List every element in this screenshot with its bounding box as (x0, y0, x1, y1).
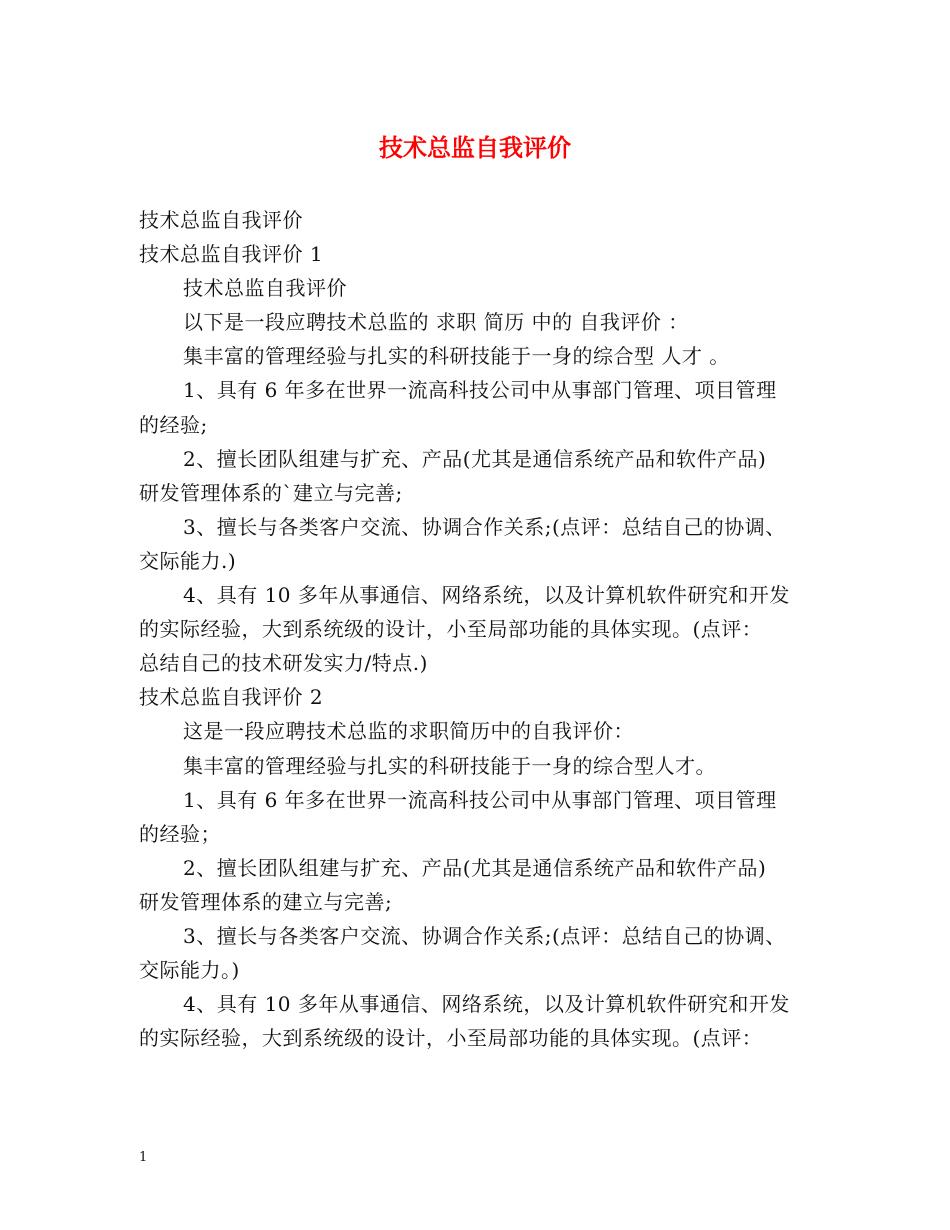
paragraph-line: 技术总监自我评价 2 (139, 685, 324, 710)
paragraph-line: 集丰富的管理经验与扎实的科研技能于一身的综合型 人才 。 (183, 344, 730, 369)
paragraph-line: 2、擅长团队组建与扩充、产品(尤其是通信系统产品和软件产品) (183, 446, 767, 471)
paragraph-line: 总结自己的技术研发实力/特点.) (139, 651, 428, 676)
paragraph-line: 以下是一段应聘技术总监的 求职 简历 中的 自我评价 ： (183, 310, 689, 335)
paragraph-line: 研发管理体系的建立与完善; (139, 889, 393, 914)
paragraph-line: 4、具有 10 多年从事通信、网络系统，以及计算机软件研究和开发 (183, 992, 790, 1017)
paragraph-line: 2、擅长团队组建与扩充、产品(尤其是通信系统产品和软件产品) (183, 855, 767, 880)
paragraph-line: 1、具有 6 年多在世界一流高科技公司中从事部门管理、项目管理 (183, 378, 777, 403)
paragraph-line: 集丰富的管理经验与扎实的科研技能于一身的综合型人才。 (183, 753, 716, 778)
paragraph-line: 的经验; (139, 412, 208, 437)
page-number: 1 (139, 1150, 148, 1165)
paragraph-line: 交际能力.) (139, 548, 237, 573)
paragraph-line: 技术总监自我评价 1 (139, 242, 324, 267)
paragraph-line: 3、擅长与各类客户交流、协调合作关系;(点评：总结自己的协调、 (183, 923, 786, 948)
paragraph-line: 的经验； (139, 821, 221, 846)
paragraph-line: 的实际经验，大到系统级的设计，小至局部功能的具体实现。(点评： (139, 617, 763, 642)
paragraph-line: 这是一段应聘技术总监的求职简历中的自我评价： (183, 719, 634, 744)
paragraph-line: 3、擅长与各类客户交流、协调合作关系;(点评：总结自己的协调、 (183, 514, 786, 539)
paragraph-line: 1、具有 6 年多在世界一流高科技公司中从事部门管理、项目管理 (183, 787, 777, 812)
paragraph-line: 交际能力。) (139, 958, 240, 983)
document-body (139, 203, 829, 1055)
paragraph-line: 技术总监自我评价 (183, 276, 347, 301)
paragraph-line: 研发管理体系的`建立与完善; (139, 480, 403, 505)
paragraph-line: 4、具有 10 多年从事通信、网络系统，以及计算机软件研究和开发 (183, 583, 790, 608)
document-title: 技术总监自我评价 (379, 133, 571, 162)
paragraph-line: 的实际经验，大到系统级的设计，小至局部功能的具体实现。(点评： (139, 1026, 763, 1051)
paragraph-line: 技术总监自我评价 (139, 208, 303, 232)
